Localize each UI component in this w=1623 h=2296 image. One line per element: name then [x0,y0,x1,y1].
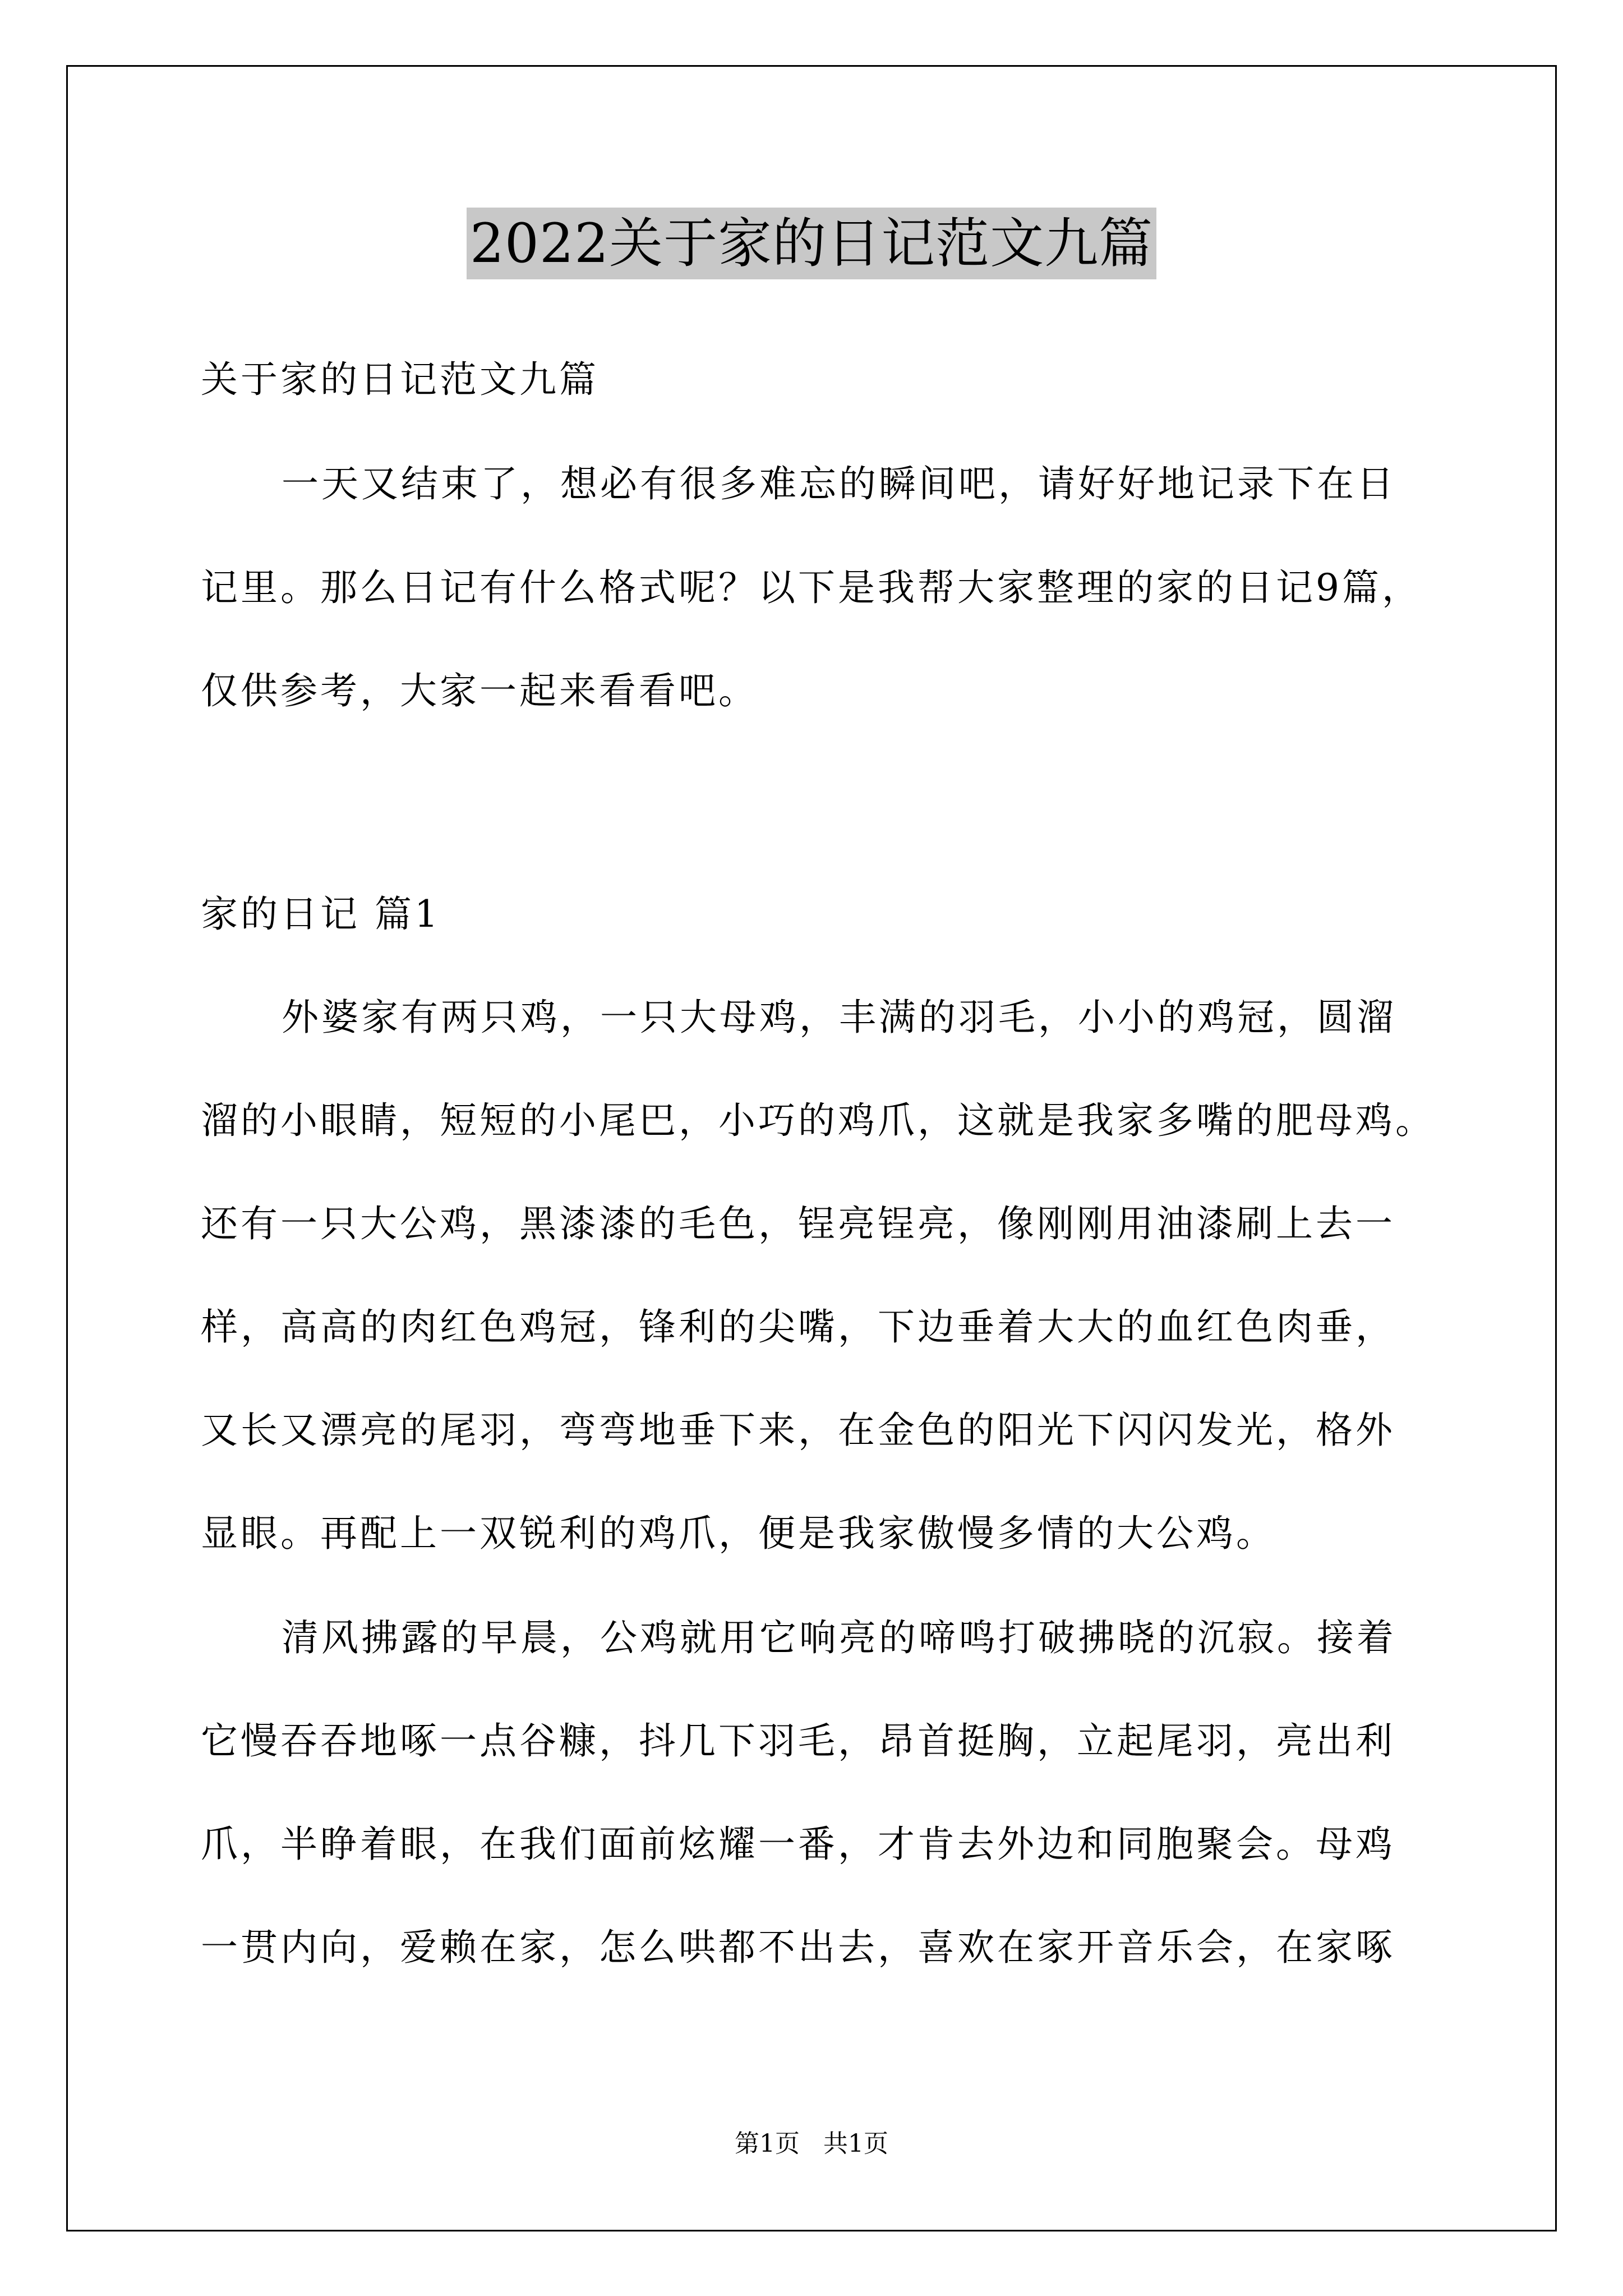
para2-line-1: 清风拂露的早晨，公鸡就用它响亮的啼鸣打破拂晓的沉寂。接着 [282,1616,1396,1659]
document-subtitle: 关于家的日记范文九篇 [201,358,599,401]
intro-line-1: 一天又结束了，想必有很多难忘的瞬间吧，请好好地记录下在日 [282,462,1396,505]
para1-line-6: 显眼。再配上一双锐利的鸡爪，便是我家傲慢多情的大公鸡。 [201,1512,1276,1555]
document-title: 2022关于家的日记范文九篇 [467,208,1156,279]
para1-line-4: 样，高高的肉红色鸡冠，锋利的尖嘴，下边垂着大大的血红色肉垂， [201,1305,1395,1349]
page-number-current: 第1页 [735,2129,800,2158]
title-container [0,208,1623,279]
para2-line-4: 一贯内向，爱赖在家，怎么哄都不出去，喜欢在家开音乐会，在家啄 [201,1926,1395,1969]
para2-line-3: 爪，半睁着眼，在我们面前炫耀一番，才肯去外边和同胞聚会。母鸡 [201,1823,1395,1866]
section-heading: 家的日记 篇1 [201,892,441,936]
page-footer [0,2127,1623,2161]
para2-line-2: 它慢吞吞地啄一点谷糠，抖几下羽毛，昂首挺胸，立起尾羽，亮出利 [201,1719,1395,1763]
intro-line-2: 记里。那么日记有什么格式呢？以下是我帮大家整理的家的日记9篇， [201,566,1422,609]
para1-line-1: 外婆家有两只鸡，一只大母鸡，丰满的羽毛，小小的鸡冠，圆溜 [282,996,1396,1039]
intro-line-3: 仅供参考，大家一起来看看吧。 [201,669,758,712]
para1-line-5: 又长又漂亮的尾羽，弯弯地垂下来，在金色的阳光下闪闪发光，格外 [201,1409,1395,1452]
para1-line-2: 溜的小眼睛，短短的小尾巴，小巧的鸡爪，这就是我家多嘴的肥母鸡。 [201,1099,1435,1142]
para1-line-3: 还有一只大公鸡，黑漆漆的毛色，锃亮锃亮，像刚刚用油漆刷上去一 [201,1202,1395,1245]
page-number-total: 共1页 [823,2129,888,2158]
